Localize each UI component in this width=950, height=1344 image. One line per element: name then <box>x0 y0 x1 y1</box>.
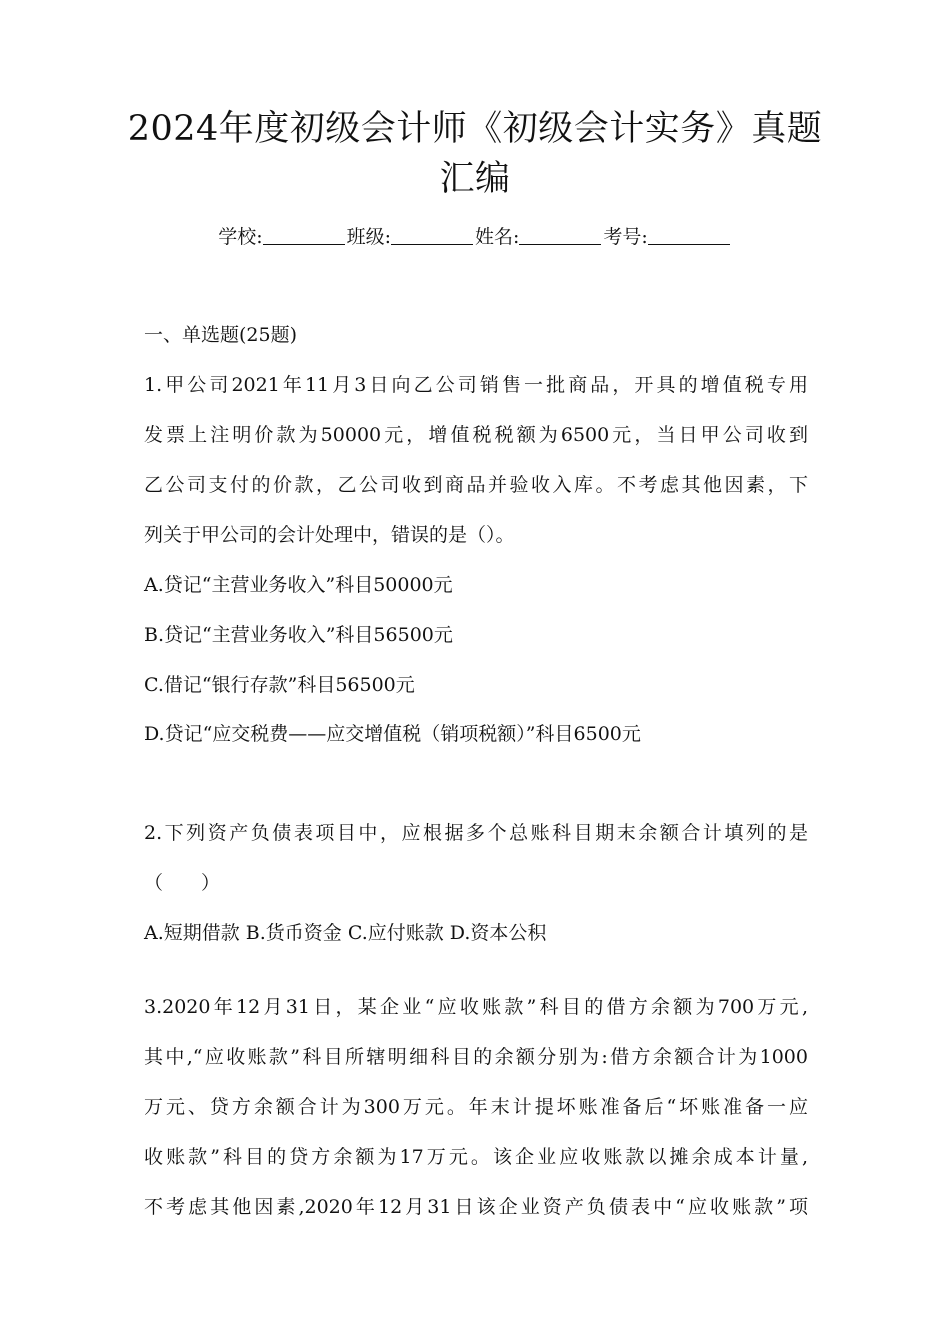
question-1-option-a: A.贷记“主营业务收入”科目50000元 <box>144 574 453 596</box>
question-3-line-1: 3.2020年12月31日，某企业“应收账款”科目的借方余额为700万元, <box>144 996 808 1018</box>
title-line-1: 2024年度初级会计师《初级会计实务》真题 <box>127 109 823 149</box>
title-line-2: 汇编 <box>439 159 511 199</box>
question-1-line-3: 乙公司支付的价款，乙公司收到商品并验收入库。不考虑其他因素，下 <box>144 474 808 496</box>
question-1-option-d: D.贷记“应交税费——应交增值税（销项税额）”科目6500元 <box>144 723 641 745</box>
student-info-line <box>0 222 950 252</box>
question-1-option-c: C.借记“银行存款”科目56500元 <box>144 674 415 696</box>
school-blank <box>263 224 345 245</box>
question-2-line-2: （ ） <box>144 872 221 894</box>
exam-no-blank <box>648 224 730 245</box>
name-label: 姓名: <box>475 226 520 248</box>
school-label: 学校: <box>218 226 263 248</box>
name-blank <box>519 224 601 245</box>
question-3-line-2: 其中,“应收账款”科目所辖明细科目的余额分别为:借方余额合计为1000 <box>144 1046 808 1068</box>
exam-no-label: 考号: <box>603 226 648 248</box>
question-1-line-1: 1.甲公司2021年11月3日向乙公司销售一批商品，开具的增值税专用 <box>144 374 808 396</box>
question-1-line-4: 列关于甲公司的会计处理中，错误的是（）。 <box>144 524 515 546</box>
class-label: 班级: <box>346 226 391 248</box>
question-1-line-2: 发票上注明价款为50000元，增值税税额为6500元，当日甲公司收到 <box>144 424 808 446</box>
section-heading: 一、单选题(25题) <box>144 324 298 346</box>
question-3-line-5: 不考虑其他因素,2020年12月31日该企业资产负债表中“应收账款”项 <box>144 1196 808 1218</box>
document-title <box>120 104 830 204</box>
question-2-line-1: 2.下列资产负债表项目中，应根据多个总账科目期末余额合计填列的是 <box>144 822 808 844</box>
class-blank <box>391 224 473 245</box>
question-2-options: A.短期借款 B.货币资金 C.应付账款 D.资本公积 <box>144 922 547 944</box>
question-1-option-b: B.贷记“主营业务收入”科目56500元 <box>144 624 453 646</box>
question-3-line-3: 万元、贷方余额合计为300万元。年末计提坏账准备后“坏账准备一应 <box>144 1096 808 1118</box>
question-3-line-4: 收账款”科目的贷方余额为17万元。该企业应收账款以摊余成本计量, <box>144 1146 808 1168</box>
